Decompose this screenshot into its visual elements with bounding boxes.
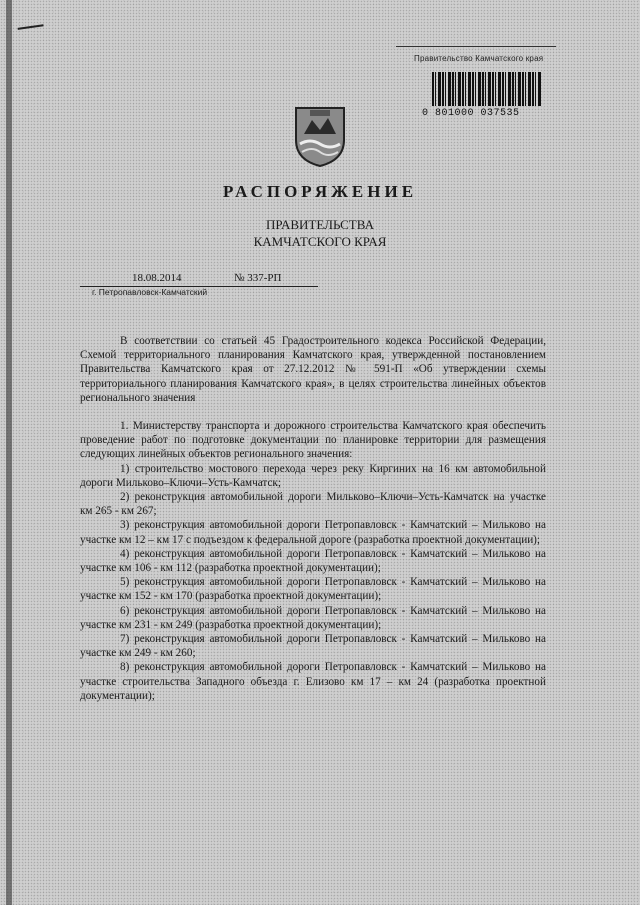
list-item: 1) строительство мостового перехода через реку Киргиних на 16 км автомобильной дороги Мильково–Ключи–Усть-Камчатск; xyxy=(80,462,546,489)
barcode xyxy=(432,72,542,106)
city-label: г. Петропавловск-Камчатский xyxy=(92,287,208,297)
preamble-paragraph: В соответствии со статьей 45 Градостроительного кодекса Российской Федерации, Схемой территориального планирования Камчатского края, утвержденной постановлением Правительства Камчатского края от 27.12.2012 № 591-П «Об утверждении схемы территориального планирования Камчатского края», в целях строительства линейных объектов регионального значения xyxy=(80,335,546,404)
document-date: 18.08.2014 xyxy=(132,272,182,284)
registration-text: Правительство Камчатского края xyxy=(414,54,544,63)
list-item: 4) реконструкция автомобильной дороги Петропавловск - Камчатский – Мильково на участке км 106 - км 112 (разработка проектной документации); xyxy=(80,547,546,575)
list-item: 7) реконструкция автомобильной дороги Петропавловск - Камчатский – Мильково на участке км 249 - км 260; xyxy=(80,633,546,660)
stamp-line xyxy=(396,46,556,47)
list-item: 8) реконструкция автомобильной дороги Петропавловск - Камчатский – Мильково на участке строительства Западного объезда г. Елизово км 17 – км 24 (разработка проектной документации); xyxy=(80,661,546,702)
barcode-number: 0 801000 037535 xyxy=(422,108,520,119)
issuer-line-1: ПРАВИТЕЛЬСТВА xyxy=(266,217,374,232)
document-body xyxy=(80,334,546,703)
list-item: 3) реконструкция автомобильной дороги Петропавловск - Камчатский – Мильково на участке км 12 – км 17 с подъездом к федеральной дороге (разработка проектной документации); xyxy=(80,519,546,546)
list-item: 6) реконструкция автомобильной дороги Петропавловск - Камчатский – Мильково на участке км 231 - км 249 (разработка проектной документации); xyxy=(80,604,546,631)
list-item: 5) реконструкция автомобильной дороги Петропавловск - Камчатский – Мильково на участке км 152 - км 170 (разработка проектной документации); xyxy=(80,576,546,603)
document-title: РАСПОРЯЖЕНИЕ xyxy=(222,182,418,201)
issuer-line-2: КАМЧАТСКОГО КРАЯ xyxy=(253,234,387,249)
document-number: № 337-РП xyxy=(234,272,282,284)
scan-margin-marks xyxy=(6,0,20,905)
corner-pen-mark xyxy=(18,24,45,36)
coat-of-arms-emblem xyxy=(290,104,350,168)
registration-stamp xyxy=(396,46,560,130)
issuer-title xyxy=(0,216,640,250)
list-item: 2) реконструкция автомобильной дороги Мильково–Ключи–Усть-Камчатск на участке км 265 - км 267; xyxy=(80,491,546,518)
clause-1-paragraph: 1. Министерству транспорта и дорожного строительства Камчатского края обеспечить проведение работ по подготовке документации по планировке территории для размещения следующих линейных объектов регионального значения: xyxy=(80,420,546,461)
